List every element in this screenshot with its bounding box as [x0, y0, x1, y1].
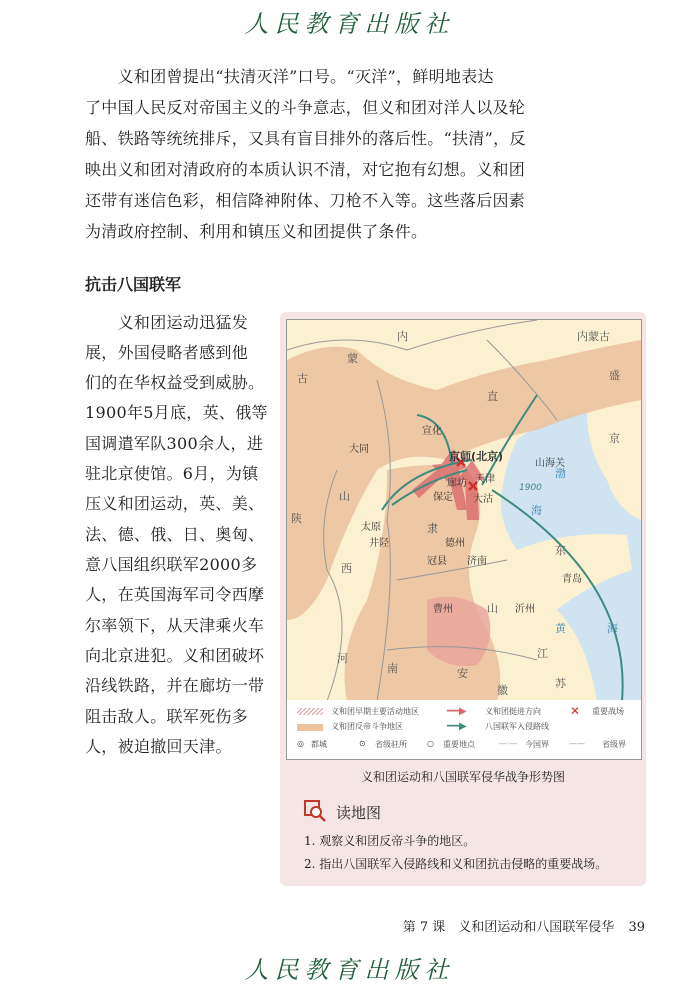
- legend-arrow-allied: ━━▶: [447, 721, 467, 732]
- text-line: 意八国组织联军2000多: [85, 555, 258, 574]
- text-line: 们的在华权益受到威胁。: [85, 373, 265, 392]
- text-line: 尔率领下，从天津乘火车: [85, 616, 265, 635]
- map-label-province: 内蒙古: [577, 330, 610, 343]
- legend-swatch-struggle: [297, 724, 323, 731]
- text-line: 船、铁路等统统排斥，又具有盲目排外的落后性。“扶清”，反: [85, 129, 526, 148]
- map-label-province: 蒙: [347, 352, 358, 365]
- text-line: 义和团运动迅猛发: [85, 313, 249, 332]
- map-label-province: 南: [387, 662, 398, 675]
- text-line: 阻击敌人。联军死伤多: [85, 707, 249, 726]
- text-line: 1900年5月底，英、俄等: [85, 403, 268, 422]
- text-line: 还带有迷信色彩，相信降神附体、刀枪不入等。这些落后因素: [85, 191, 526, 210]
- map-caption: 义和团运动和八国联军侵华战争形势图: [360, 770, 565, 784]
- read-map-question: 2. 指出八国联军入侵路线和义和团抗击侵略的重要战场。: [304, 857, 608, 871]
- legend-label: 今国界: [525, 740, 549, 749]
- map-label-province: 山: [339, 490, 350, 503]
- map-label-sea: 海: [607, 622, 618, 635]
- map-label-province: 盛: [609, 369, 620, 382]
- map-label-province: 江: [537, 647, 548, 660]
- city-label: 保定: [433, 492, 453, 503]
- city-label: 太原: [361, 522, 381, 533]
- page-number: 39: [628, 920, 645, 935]
- legend-label: 八国联军入侵路线: [485, 722, 549, 731]
- city-label: 宣化: [422, 426, 442, 437]
- publisher-logo: 人民教育出版社: [244, 10, 455, 38]
- read-map-magnifier-icon: [304, 800, 328, 822]
- map-label-province: 安: [457, 667, 468, 680]
- text-line: 驻北京使馆。6月，为镇: [85, 464, 259, 483]
- text-line: 展，外国侵略者感到他: [85, 343, 249, 362]
- map-graphic: [287, 320, 641, 701]
- legend-arrow-boxer: ━━▶: [447, 706, 467, 717]
- text-line: 人，被迫撤回天津。: [85, 737, 232, 756]
- map-label-province: 陕: [291, 512, 302, 525]
- legend-label: 省级界: [602, 740, 626, 749]
- text-line: 沿线铁路，并在廊坊一带: [85, 676, 265, 695]
- map-label-sea: 海: [531, 504, 542, 517]
- city-label: 井陉: [369, 538, 389, 549]
- text-line: 人，在英国海军司令西摩: [85, 585, 265, 604]
- city-label: 大同: [349, 444, 369, 455]
- city-label: 德州: [445, 538, 465, 549]
- battle-icon: ✕: [570, 704, 581, 718]
- national-border-icon: —·—: [499, 739, 518, 748]
- map-label-province: 东: [555, 544, 566, 557]
- map-label-province: 河: [337, 652, 348, 665]
- legend-label: 义和团反帝斗争地区: [331, 722, 403, 731]
- map-label-province: 隶: [427, 522, 438, 535]
- city-label: 曹州: [433, 604, 453, 615]
- map-label-province: 直: [487, 390, 498, 403]
- historical-map: [286, 319, 642, 702]
- text-line: 了中国人民反对帝国主义的斗争意志，但义和团对洋人以及轮: [85, 98, 526, 117]
- city-label: 冠县: [427, 556, 447, 567]
- legend-label: 重要战场: [592, 707, 624, 716]
- legend-label: 义和团早期主要活动地区: [331, 707, 419, 716]
- map-label-sea: 黄: [555, 622, 566, 635]
- text-line: 映出义和团对清政府的本质认识不清，对它抱有幻想。义和团: [85, 160, 526, 179]
- city-capital: 京师(北京): [449, 450, 504, 463]
- place-icon: ○: [427, 739, 434, 748]
- text-line: 义和团曾提出“扶清灭洋”口号。“灭洋”，鲜明地表达: [85, 67, 494, 86]
- map-label-province: 京: [609, 432, 620, 445]
- text-line: 国调遣军队300余人，进: [85, 434, 264, 453]
- capital-icon: ◎: [297, 739, 304, 748]
- city-label: 山海关: [535, 458, 565, 469]
- text-line: 压义和团运动，英、美、: [85, 494, 265, 513]
- text-line: 向北京进犯。义和团破坏: [85, 646, 265, 665]
- legend-swatch-early: [297, 708, 323, 715]
- map-legend: [286, 700, 642, 760]
- map-figure-box: [280, 312, 646, 886]
- section-heading: 抗击八国联军: [85, 275, 182, 294]
- provincial-seat-icon: ⊙: [359, 739, 366, 748]
- map-label-province: 古: [297, 372, 308, 385]
- city-label: 青岛: [562, 574, 582, 585]
- lesson-title: 第 7 课 义和团运动和八国联军侵华: [402, 920, 615, 935]
- read-map-title: 读地图: [336, 804, 382, 822]
- city-label: 沂州: [515, 604, 535, 615]
- text-line: 法、德、俄、日、奥匈、: [85, 525, 265, 544]
- map-label-sea: 渤: [555, 467, 566, 480]
- map-label-province: 山: [487, 602, 498, 615]
- map-label-province: 西: [341, 562, 352, 575]
- map-label-province: 苏: [555, 677, 566, 690]
- map-label-province: 徽: [497, 684, 508, 697]
- year-label: 1900: [519, 483, 542, 493]
- provincial-border-icon: ——: [569, 739, 585, 748]
- legend-label: 都城: [311, 740, 327, 749]
- city-label: 大沽: [473, 494, 493, 505]
- legend-label: 重要地点: [443, 740, 475, 749]
- city-label: 廊坊: [447, 478, 467, 489]
- text-line: 为清政府控制、利用和镇压义和团提供了条件。: [85, 222, 428, 241]
- city-label: 济南: [467, 556, 487, 567]
- map-label-province: 内: [397, 330, 408, 343]
- read-map-question: 1. 观察义和团反帝斗争的地区。: [304, 834, 476, 848]
- page-footer: [403, 916, 645, 935]
- city-label: 天津: [475, 474, 495, 485]
- legend-label: 义和团挺进方向: [485, 707, 541, 716]
- publisher-logo-bottom: 人民教育出版社: [244, 956, 455, 984]
- legend-label: 省级驻所: [375, 740, 407, 749]
